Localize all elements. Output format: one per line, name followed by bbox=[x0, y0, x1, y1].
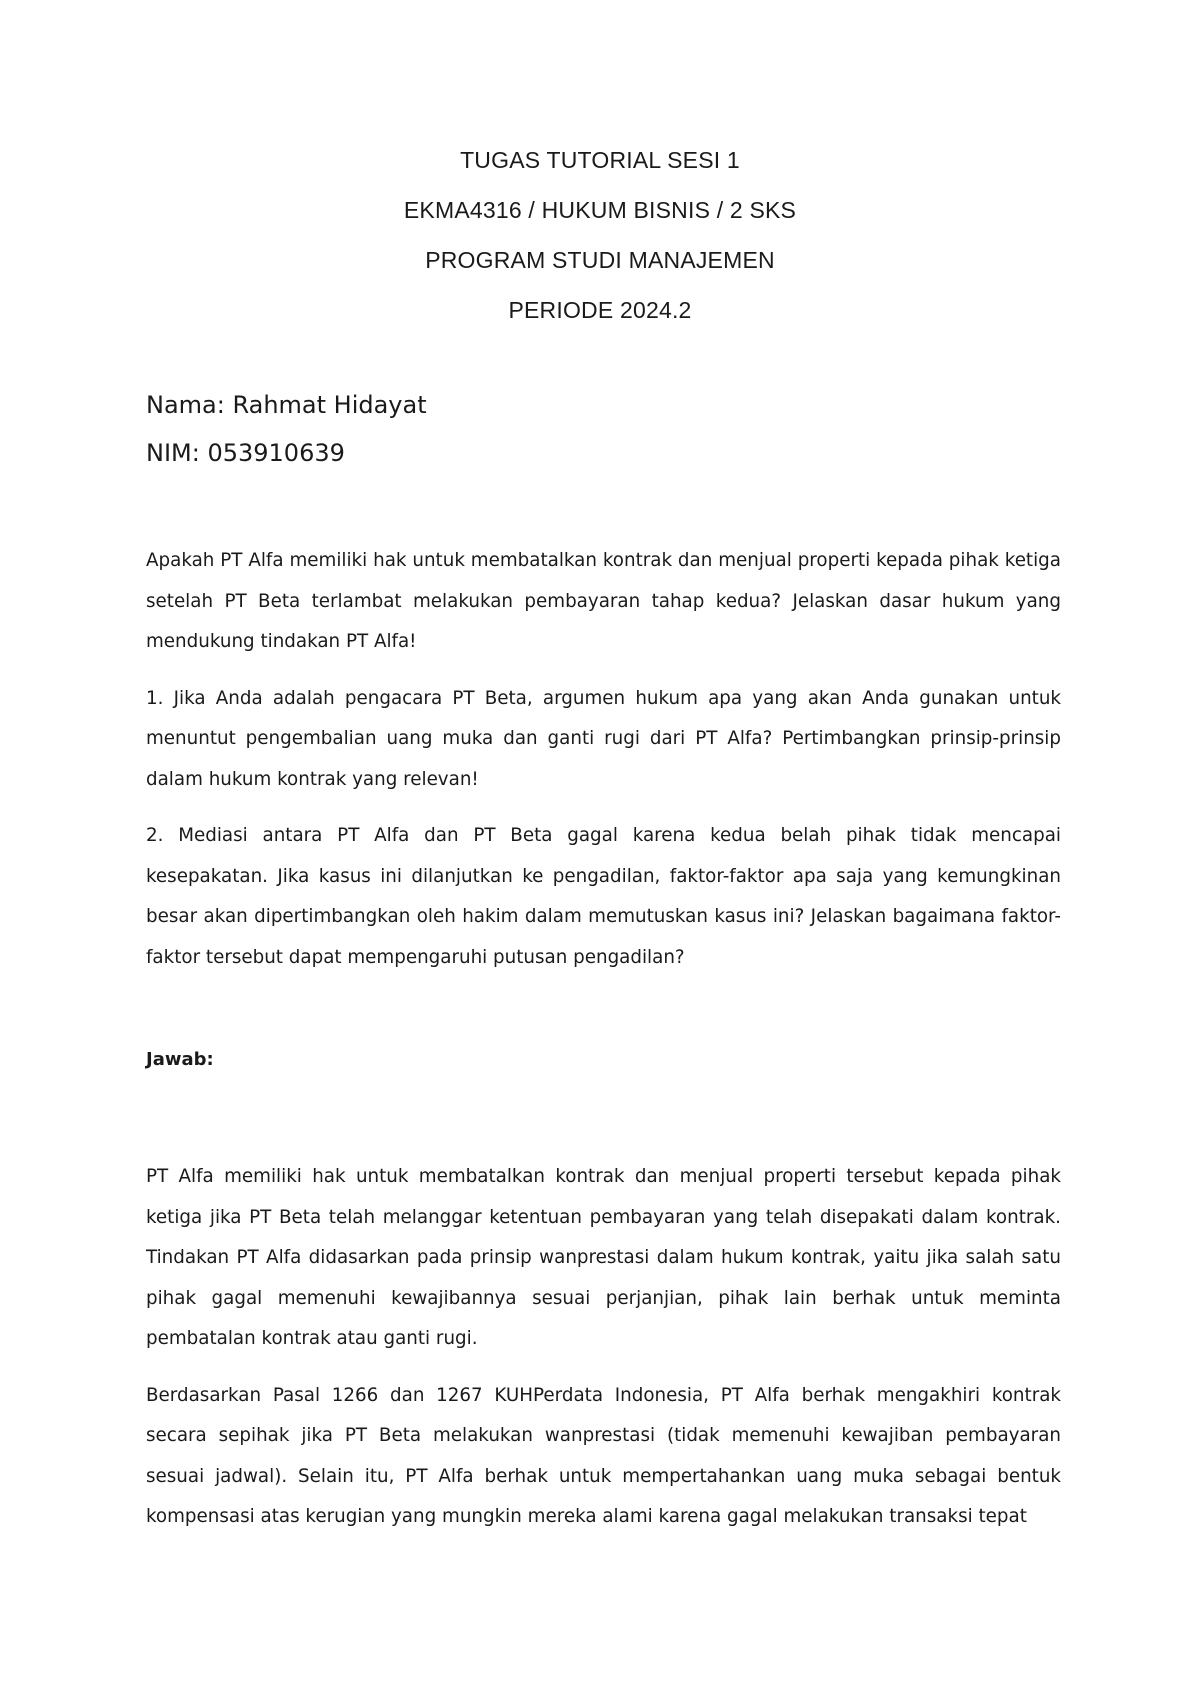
questions-section bbox=[146, 541, 1061, 994]
student-identity bbox=[146, 390, 427, 486]
question-2: 2. Mediasi antara PT Alfa dan PT Beta gagal karena kedua belah pihak tidak mencapai kesepakatan. Jika kasus ini dilanjutkan ke pengadilan, faktor-faktor apa saja yang kemungkinan besar akan dipertimbangkan oleh hakim dalam memutuskan kasus ini? Jelaskan bagaimana faktor-faktor tersebut dapat mempengaruhi putusan pengadilan? bbox=[146, 825, 1061, 968]
answer-heading: Jawab: bbox=[146, 1049, 214, 1070]
document-header bbox=[0, 146, 1200, 346]
student-nim: NIM: 053910639 bbox=[146, 439, 345, 467]
header-title: TUGAS TUTORIAL SESI 1 bbox=[460, 147, 740, 173]
question-1: 1. Jika Anda adalah pengacara PT Beta, argumen hukum apa yang akan Anda gunakan untuk menuntut pengembalian uang muka dan ganti rugi dari PT Alfa? Pertimbangkan prinsip-prinsip dalam hukum kontrak yang relevan! bbox=[146, 687, 1061, 790]
answers-section bbox=[146, 1157, 1061, 1554]
question-intro: Apakah PT Alfa memiliki hak untuk membatalkan kontrak dan menjual properti kepada pihak ketiga setelah PT Beta terlambat melakukan pembayaran tahap kedua? Jelaskan dasar hukum yang mendukung tindakan PT Alfa! bbox=[146, 550, 1061, 652]
answer-paragraph-2: Berdasarkan Pasal 1266 dan 1267 KUHPerdata Indonesia, PT Alfa berhak mengakhiri kontrak secara sepihak jika PT Beta melakukan wanprestasi (tidak memenuhi kewajiban pembayaran sesuai jadwal). Selain itu, PT Alfa berhak untuk mempertahankan uang muka sebagai bentuk kompensasi atas kerugian yang mungkin mereka alami karena gagal melakukan transaksi tepat bbox=[146, 1384, 1061, 1527]
header-course: EKMA4316 / HUKUM BISNIS / 2 SKS bbox=[403, 197, 797, 223]
student-name: Nama: Rahmat Hidayat bbox=[146, 391, 427, 419]
header-period: PERIODE 2024.2 bbox=[508, 297, 692, 323]
answer-paragraph-1: PT Alfa memiliki hak untuk membatalkan kontrak dan menjual properti tersebut kepada pihak ketiga jika PT Beta telah melanggar ketentuan pembayaran yang telah disepakati dalam kontrak. Tindakan PT Alfa didasarkan pada prinsip wanprestasi dalam hukum kontrak, yaitu jika salah satu pihak gagal memenuhi kewajibannya sesuai perjanjian, pihak lain berhak untuk meminta pembatalan kontrak atau ganti rugi. bbox=[146, 1166, 1061, 1349]
header-program: PROGRAM STUDI MANAJEMEN bbox=[425, 247, 775, 273]
